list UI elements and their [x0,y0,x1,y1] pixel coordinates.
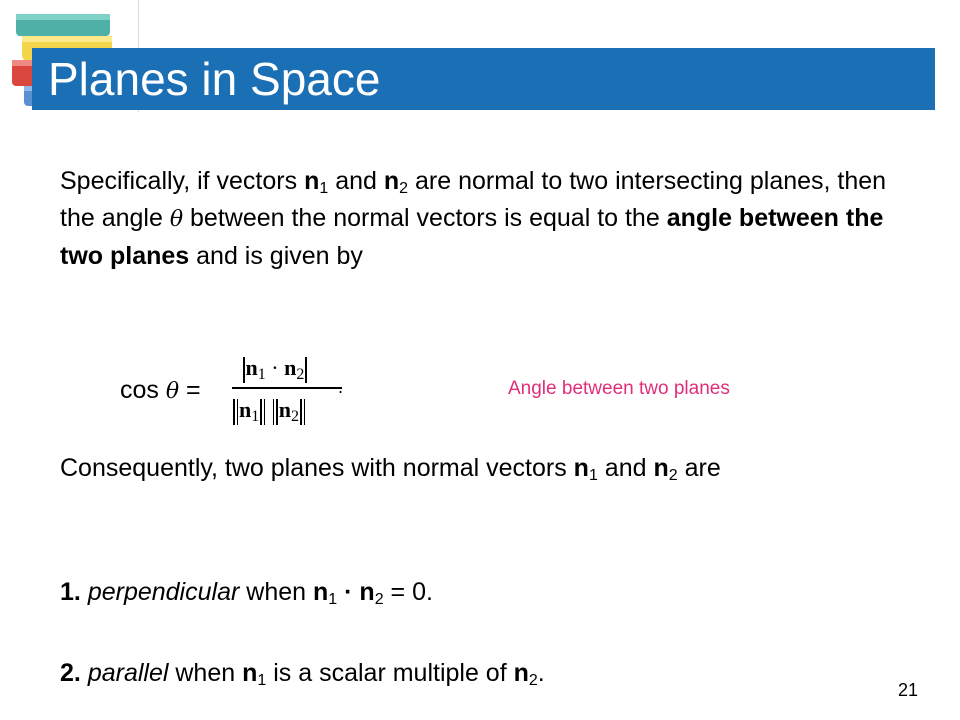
intro-paragraph: Specifically, if vectors $n_1$ and $n_2$ are normal to two intersecting planes, then the angle θ between the normal vectors is equal to the angle between the two planes and is given by [60,167,887,270]
fraction-line [232,387,342,389]
emphasis-text: angle between the two planes [60,204,884,270]
formula-denominator: $n_1$ $n_2$ [232,397,306,425]
formula-annotation: Angle between two planes [508,378,730,399]
list-item-parallel: 2. parallel when $n_1$ is a scalar multiple of $n_2$. [60,659,545,689]
list-item-perpendicular: 1. perpendicular when $n_1 \cdot n_2 = 0$. [60,578,433,608]
theta-symbol: θ [169,207,184,232]
page-title: Planes in Space [48,53,381,105]
consequently-paragraph: Consequently, two planes with normal vectors $n_1$ and $n_2$ are [60,454,721,484]
page-number: 21 [898,680,919,700]
formula-numerator: $n_1 \cdot n_2$ [242,355,308,383]
angle-formula: cos θ = $n_1 \cdot n_2$ $n_1$ $n_2$ . [120,355,344,425]
